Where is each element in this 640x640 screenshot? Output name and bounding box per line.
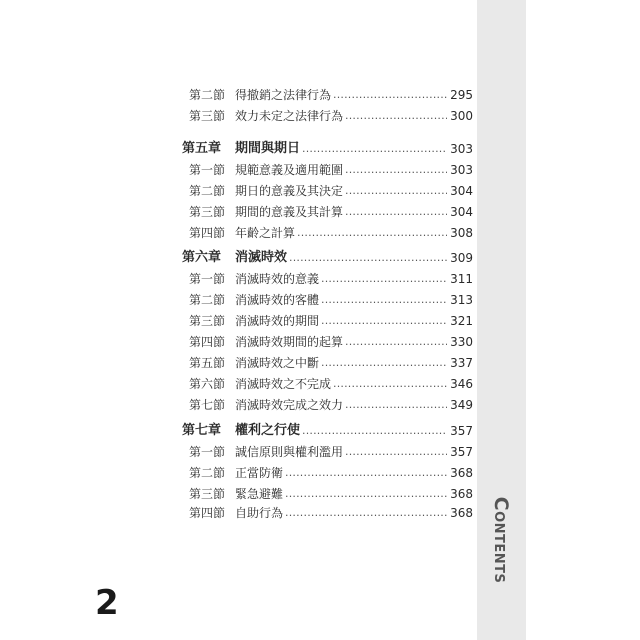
entry-title: 消滅時效的期間 [235,314,320,328]
toc-entry [0,157,477,177]
chapter-number: 第七章 [182,423,222,438]
section-number: 第二節 [189,88,226,102]
entry-page: 357 [450,445,473,459]
section-number: 第一節 [189,445,226,459]
dot-leader [285,506,447,520]
section-number: 第六節 [189,377,226,391]
entry-title: 得撤銷之法律行為 [235,88,332,102]
toc-entry [0,178,477,198]
dot-leader [321,314,447,328]
chapter-title: 消滅時效 [235,250,288,265]
entry-page: 300 [450,109,473,123]
dot-leader [321,356,447,370]
toc-entry [0,481,477,501]
entry-title: 正當防衛 [235,466,284,480]
entry-title: 規範意義及適用範圍 [235,163,344,177]
dot-leader [302,424,447,438]
section-number: 第四節 [189,226,226,240]
toc-chapter [0,245,477,265]
entry-page: 303 [450,163,473,177]
toc-entry [0,220,477,240]
chapter-title: 權利之行使 [235,423,301,438]
entry-title: 自助行為 [235,506,284,520]
dot-leader [345,335,447,349]
entry-page: 337 [450,356,473,370]
chapter-title: 期間與期日 [235,141,301,156]
dot-leader [302,142,447,156]
section-number: 第五節 [189,356,226,370]
toc-entry [0,266,477,286]
entry-page: 368 [450,506,473,520]
entry-title: 誠信原則與權利濫用 [235,445,344,459]
entry-title: 消滅時效之中斷 [235,356,320,370]
entry-page: 368 [450,466,473,480]
entry-page: 346 [450,377,473,391]
section-number: 第一節 [189,163,226,177]
toc-entry [0,329,477,349]
dot-leader [345,398,447,412]
entry-title: 期日的意義及其決定 [235,184,344,198]
section-number: 第一節 [189,272,226,286]
toc-chapter [0,136,477,156]
section-number: 第三節 [189,314,226,328]
dot-leader [345,163,447,177]
entry-page: 357 [450,424,473,438]
entry-title: 年齡之計算 [235,226,296,240]
dot-leader [321,293,447,307]
toc-entry [0,82,477,102]
toc-entry [0,287,477,307]
entry-title: 消滅時效的意義 [235,272,320,286]
entry-title: 消滅時效期間的起算 [235,335,344,349]
dot-leader [345,184,447,198]
entry-page: 304 [450,205,473,219]
toc-entry [0,199,477,219]
contents-side-label: Contents [490,496,512,584]
dot-leader [285,466,447,480]
chapter-number: 第六章 [182,250,222,265]
section-number: 第二節 [189,293,226,307]
section-number: 第二節 [189,466,226,480]
entry-title: 期間的意義及其計算 [235,205,344,219]
dot-leader [345,109,447,123]
entry-page: 313 [450,293,473,307]
entry-page: 368 [450,487,473,501]
toc-entry [0,460,477,480]
entry-page: 304 [450,184,473,198]
toc-entry [0,308,477,328]
dot-leader [285,487,447,501]
toc-entry [0,500,477,520]
entry-page: 321 [450,314,473,328]
dot-leader [345,445,447,459]
toc-entry [0,350,477,370]
section-number: 第四節 [189,335,226,349]
toc-entry [0,103,477,123]
dot-leader [297,226,447,240]
entry-title: 消滅時效的客體 [235,293,320,307]
section-number: 第三節 [189,205,226,219]
section-number: 第七節 [189,398,226,412]
entry-page: 303 [450,142,473,156]
entry-page: 349 [450,398,473,412]
entry-title: 緊急避難 [235,487,284,501]
section-number: 第四節 [189,506,226,520]
toc-chapter [0,418,477,438]
dot-leader [345,205,447,219]
page-number: 2 [95,583,119,623]
toc-entry [0,371,477,391]
dot-leader [289,251,447,265]
dot-leader [333,377,447,391]
entry-title: 消滅時效完成之效力 [235,398,344,412]
section-number: 第二節 [189,184,226,198]
entry-page: 311 [450,272,473,286]
dot-leader [333,88,447,102]
entry-page: 308 [450,226,473,240]
entry-title: 消滅時效之不完成 [235,377,332,391]
entry-title: 效力未定之法律行為 [235,109,344,123]
chapter-number: 第五章 [182,141,222,156]
section-number: 第三節 [189,487,226,501]
toc-entry [0,439,477,459]
toc-entry [0,392,477,412]
dot-leader [321,272,447,286]
section-number: 第三節 [189,109,226,123]
entry-page: 295 [450,88,473,102]
entry-page: 309 [450,251,473,265]
entry-page: 330 [450,335,473,349]
